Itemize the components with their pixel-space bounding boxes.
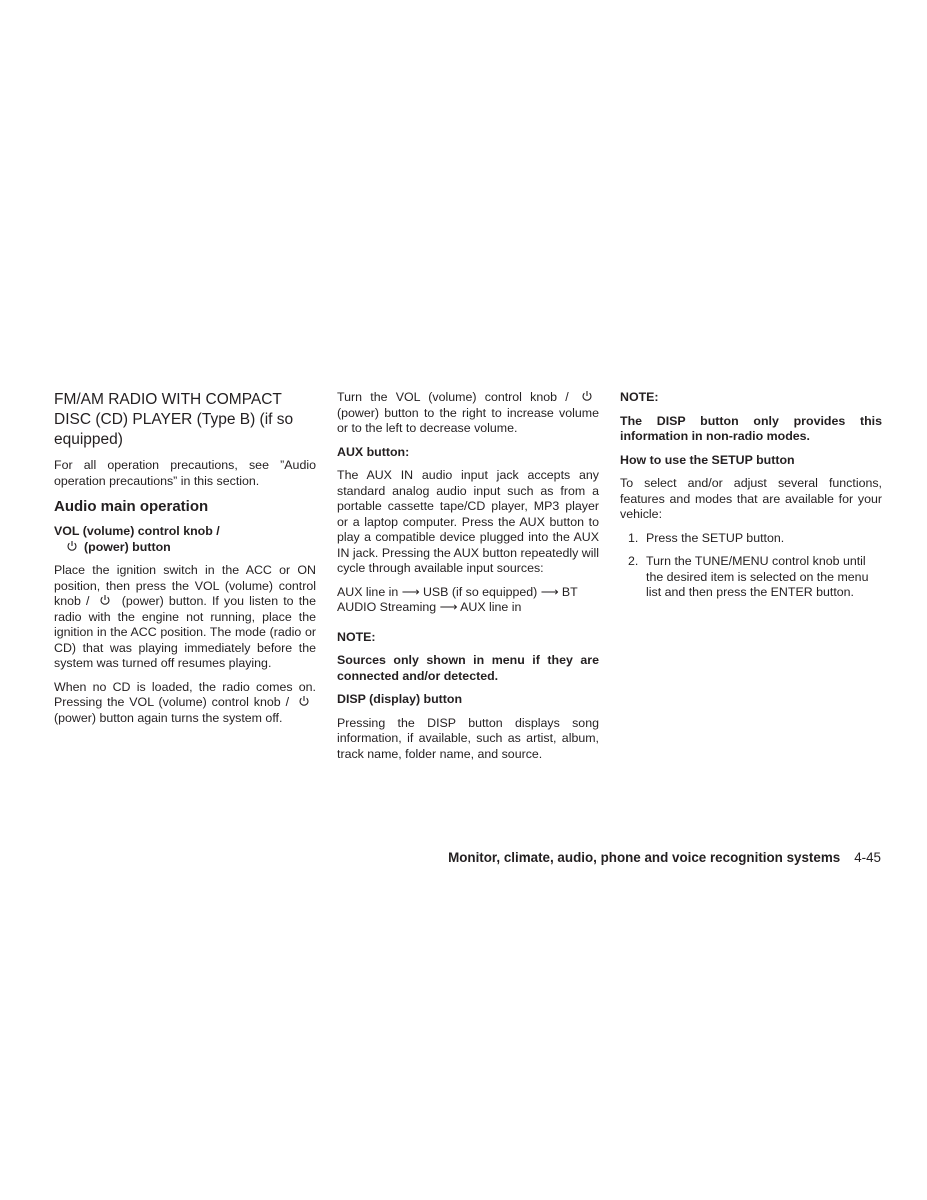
page-number: 4-45 [854,850,881,865]
vol-knob-heading-text: (power) button [84,539,171,554]
vol-knob-heading [54,524,316,555]
note-heading: NOTE: [337,629,376,644]
paragraph-no-cd-part1: When no CD is loaded, the radio comes on. Pressing the VOL (volume) control knob / [54,679,316,709]
list-item [620,554,882,601]
footer-chapter-title: Monitor, climate, audio, phone and voice recognition systems [448,850,841,865]
power-icon [581,390,593,402]
paragraph-no-cd [54,680,316,727]
power-icon [99,594,111,606]
note-body: The DISP button only provides this information in non-radio modes. [620,413,882,443]
list-item [620,531,882,547]
list-item-number: 1. [628,530,639,545]
setup-button-heading: How to use the SETUP button [620,452,795,467]
paragraph-ignition-part1: Place the ignition switch in the ACC or ON position, then press the VOL (volume) control knob / [54,563,316,608]
aux-cycle-paragraph: AUX line in ⟶ USB (if so equipped) ⟶ BT AUDIO Streaming ⟶ AUX line in [337,584,578,614]
column-1 [54,390,316,734]
note-heading: NOTE: [620,390,659,404]
subheading-audio-main-operation: Audio main operation [54,498,209,515]
aux-button-heading: AUX button: [337,444,410,459]
paragraph-ignition-part2: (power) button. If you listen to the radio with the engine not running, place the ignition in the ACC position. The mode (radio or CD) that was playing immediately before the system was turned off resumes playing. [54,594,316,670]
section-title: FM/AM RADIO WITH COMPACT DISC (CD) PLAYER (Type B) (if so equipped) [54,391,294,448]
column-3 [620,390,882,609]
intro-paragraph: For all operation precautions, see ”Audio operation precautions” in this section. [54,458,316,488]
vol-knob-heading-line1: VOL (volume) control knob / [54,524,220,538]
disp-paragraph: Pressing the DISP button displays song information, if available, such as artist, album, track name, folder name, and source. [337,715,599,761]
paragraph-volume-part2: (power) button to the right to increase volume or to the left to decrease volume. [337,405,599,435]
paragraph-volume [337,390,599,437]
power-icon [66,540,78,552]
disp-button-heading: DISP (display) button [337,692,463,706]
column-2 [337,390,599,770]
setup-paragraph: To select and/or adjust several functions, features and modes that are available for your vehicle: [620,476,882,521]
power-icon [298,695,310,707]
paragraph-no-cd-part2: (power) button again turns the system off. [54,710,283,725]
note-body: Sources only shown in menu if they are connected and/or detected. [337,653,599,683]
paragraph-volume-part1: Turn the VOL (volume) control knob / [337,390,569,404]
paragraph-ignition [54,563,316,672]
vol-knob-heading-line2 [54,540,316,556]
list-item-text: Press the SETUP button. [646,530,785,545]
page-footer [448,849,881,866]
aux-paragraph: The AUX IN audio input jack accepts any standard analog audio input such as from a portable cassette tape/CD player, MP3 player or a laptop computer. Press the AUX button to play a compatible device plugged into the AUX IN jack. Pressing the AUX button repeatedly will cycle through available input sources: [337,468,599,575]
list-item-text: Turn the TUNE/MENU control knob until the desired item is selected on the menu list and then press the ENTER button. [646,554,869,599]
list-item-number: 2. [628,554,639,568]
setup-steps-list [620,531,882,601]
